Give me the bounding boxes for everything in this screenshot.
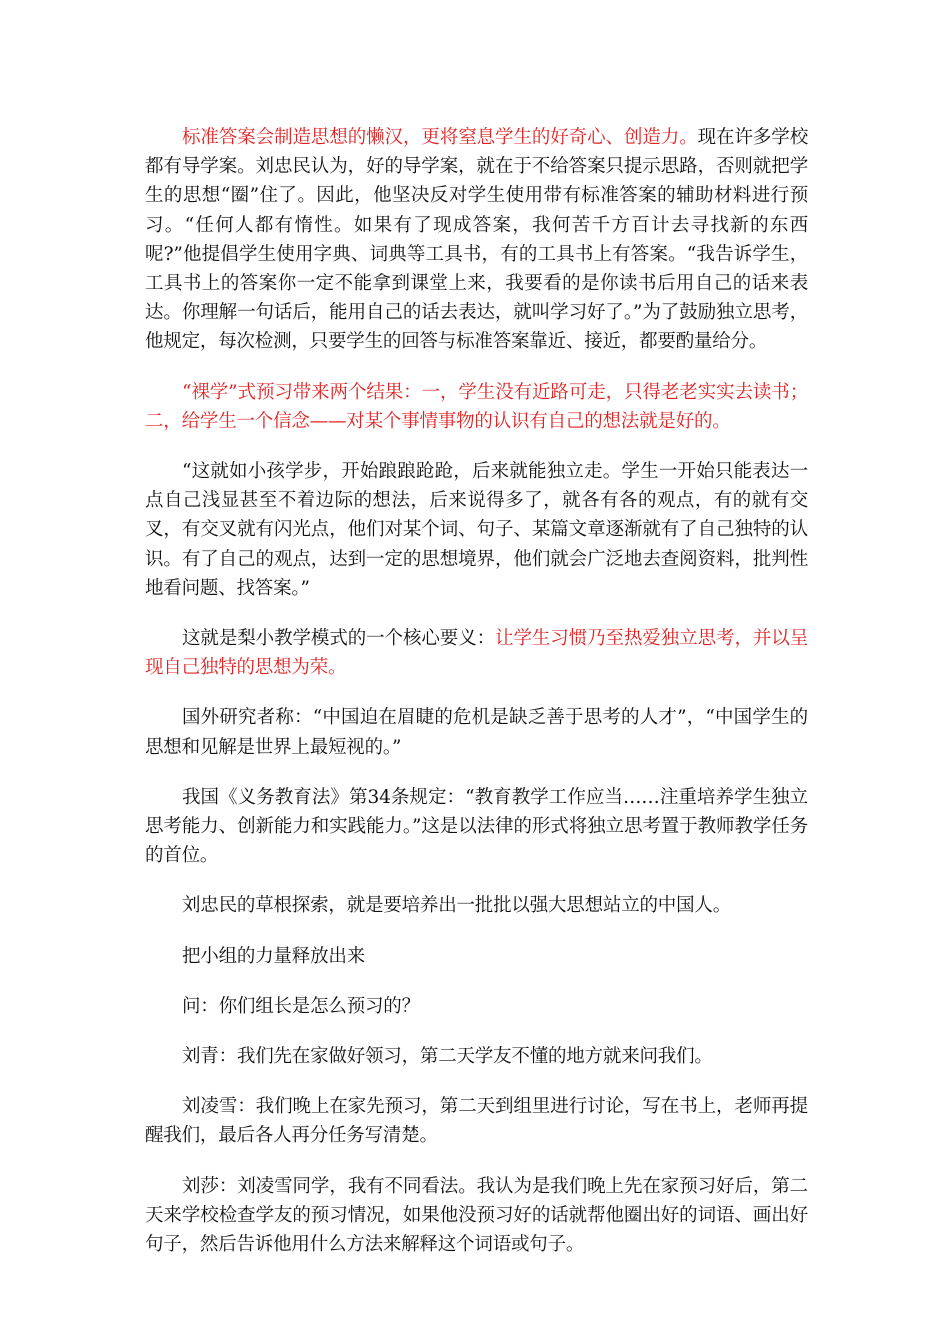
paragraph-text: 问：你们组长是怎么预习的？ (182, 995, 420, 1017)
paragraph-text: 国外研究者称：“中国迫在眉睫的危机是缺乏善于思考的人才”，“中国学生的思想和见解是世界上最短视的。” (145, 707, 808, 758)
paragraph-text: 刘凌雪：我们晚上在家先预习，第二天到组里进行讨论，写在书上，老师再提醒我们，最后各人再分任务写清楚。 (145, 1096, 808, 1147)
section-heading-group-power (145, 942, 808, 971)
paragraph-text: 现在许多学校都有导学案。刘忠民认为，好的导学案，就在于不给答案只提示思路，否则就把学生的思想“圈”住了。因此，他坚决反对学生使用带有标准答案的辅助材料进行预习。“任何人都有惰性。如果有了现成答案，我何苦千方百计去寻找新的东西呢?”他提倡学生使用字典、词典等工具书，有的工具书上有答案。“我告诉学生，工具书上的答案你一定不能拿到课堂上来，我要看的是你读书后用自己的话来表达。你理解一句话后，能用自己的话去表达，就叫学习好了。”为了鼓励独立思考，他规定，每次检测，只要学生的回答与标准答案靠近、接近，都要酌量给分。 (145, 127, 808, 353)
paragraph-education-law (145, 783, 808, 871)
paragraph-grassroots (145, 891, 808, 920)
paragraph-text: 刘青：我们先在家做好领习，第二天学友不懂的地方就来问我们。 (182, 1046, 713, 1068)
paragraph-text: 这就是梨小教学模式的一个核心要义： (182, 628, 496, 650)
document-page (145, 123, 808, 1280)
paragraph-text: 刘忠民的草根探索，就是要培养出一批批以强大思想站立的中国人。 (182, 895, 732, 917)
paragraph-text: 我国《义务教育法》第34条规定：“教育教学工作应当……注重培养学生独立思考能力、创新能力和实践能力。”这是以法律的形式将独立思考置于教师教学任务的首位。 (145, 786, 808, 867)
paragraph-toddler-analogy (145, 457, 808, 603)
highlighted-lead: 标准答案会制造思想的懒汉，更将窒息学生的好奇心、创造力。 (182, 127, 698, 148)
paragraph-question (145, 992, 808, 1021)
paragraph-text: 把小组的力量释放出来 (182, 945, 366, 967)
paragraph-core-principle (145, 624, 808, 682)
paragraph-naked-learning (145, 378, 808, 436)
paragraph-foreign-researchers (145, 703, 808, 761)
paragraph-answer-liu-sha (145, 1172, 808, 1260)
paragraph-text: 刘莎：刘凌雪同学，我有不同看法。我认为是我们晚上先在家预习好后，第二天来学校检查学友的预习情况，如果他没预习好的话就帮他圈出好的词语、画出好句子，然后告诉他用什么方法来解释这个词语或句子。 (145, 1175, 808, 1256)
paragraph-standard-answers (145, 123, 808, 357)
paragraph-answer-liu-qing (145, 1042, 808, 1071)
paragraph-text: “这就如小孩学步，开始踉踉跄跄，后来就能独立走。学生一开始只能表达一点自己浅显甚至不着边际的想法，后来说得多了，就各有各的观点，有的就有交叉，有交叉就有闪光点，他们对某个词、句子、某篇文章逐渐就有了自己独特的认识。有了自己的观点，达到一定的思想境界，他们就会广泛地去查阅资料，批判性地看问题、找答案。” (145, 461, 808, 599)
highlighted-tail: 让学生习惯乃至热爱独立思考，并以呈现自己独特的思想为荣。 (145, 628, 808, 679)
highlighted-text: “裸学”式预习带来两个结果：一，学生没有近路可走，只得老老实实去读书；二，给学生一个信念——对某个事情事物的认识有自己的想法就是好的。 (145, 381, 808, 432)
paragraph-answer-liu-lingxue (145, 1092, 808, 1150)
